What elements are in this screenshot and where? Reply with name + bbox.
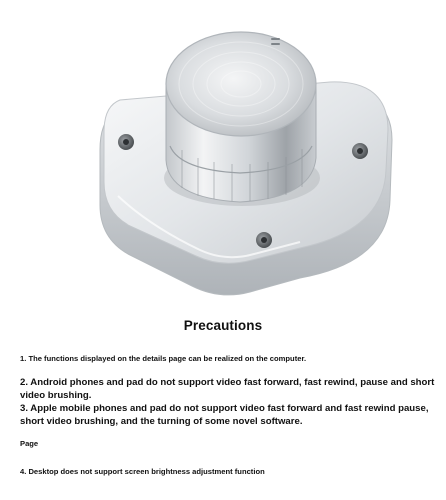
precaution-page-label: Page	[20, 439, 39, 448]
precaution-item-4: 4. Desktop does not support screen brightness adjustment function	[20, 467, 265, 476]
screw-front-icon	[256, 232, 272, 248]
precautions-title: Precautions	[183, 318, 263, 333]
screw-right-icon	[352, 143, 368, 159]
precaution-item-1: 1. The functions displayed on the details page can be realized on the computer.	[20, 354, 307, 363]
screw-top-left-icon	[118, 134, 134, 150]
precaution-item-2: 2. Android phones and pad do not support video fast forward, fast rewind, pause and short video brushing.	[20, 377, 435, 401]
precautions-section	[0, 308, 446, 500]
precaution-item-3: 3. Apple mobile phones and pad do not support video fast forward and fast rewind pause, short video brushing, and the turning of some novel software.	[20, 403, 429, 427]
